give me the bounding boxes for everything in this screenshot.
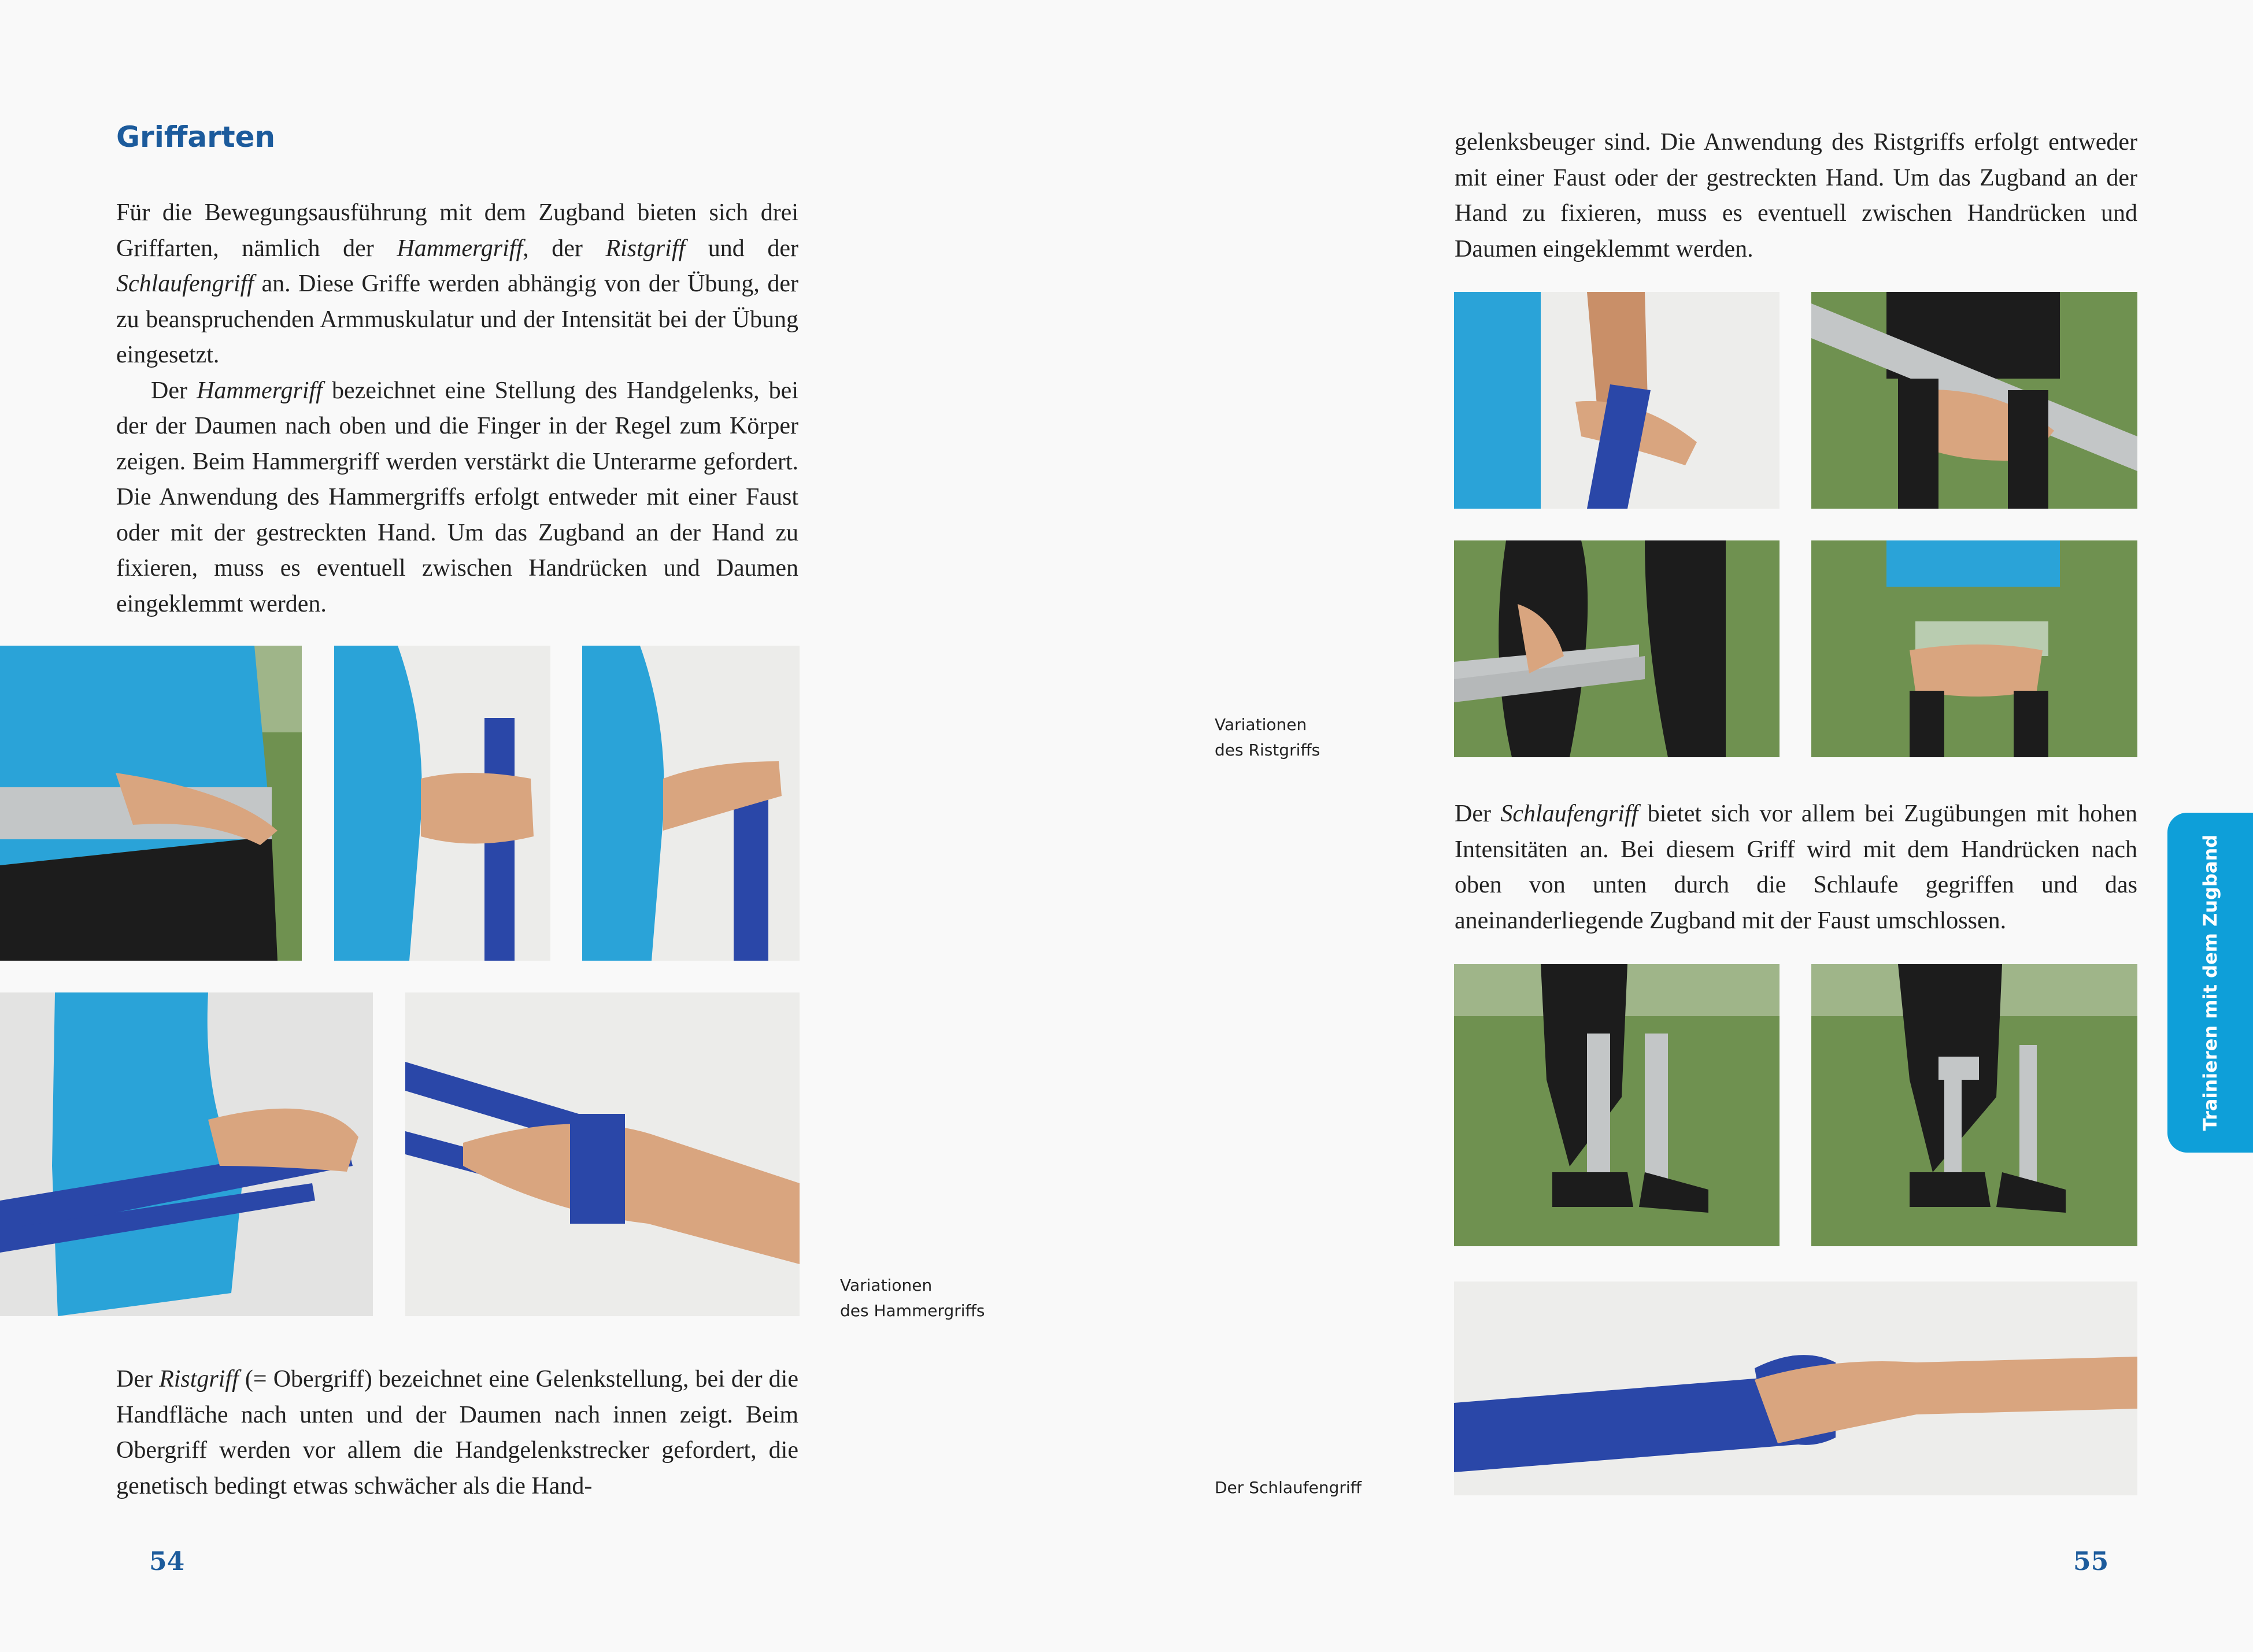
ristgriff-text — [116, 1362, 798, 1504]
caption-ristgriff: Variationen des Ristgriffs — [1215, 715, 1320, 760]
caption-hammergriff: Variationen des Hammergriffs — [840, 1276, 985, 1320]
ristgriff-paragraph: Der Ristgriff (= Obergriff) bezeichnet eine Gelenkstellung, bei der die Handfläche nach unten und der Daumen nach innen zeigt. Beim Obergriff werden vor allem die Handgelenkstrecker gefordert, die genetisch bedingt etwas schwächer als die Hand- — [116, 1366, 798, 1499]
photo-hammer-1 — [0, 646, 302, 961]
photo-schlaufe-2 — [1811, 964, 2137, 1246]
schlaufengriff-paragraph: Der Schlaufengriff bietet sich vor allem bei Zugübungen mit hohen Intensitäten an. Bei diesem Griff wird mit dem Handrücken nach oben von unten durch die Schlaufe gegriffen und das aneinanderliegende Zugband mit der Faust umschlossen. — [1455, 801, 2137, 934]
photo-schlaufe-3 — [1454, 1281, 2137, 1495]
caption-schlaufengriff: Der Schlaufengriff — [1215, 1478, 1362, 1497]
photo-rist-4 — [1811, 540, 2137, 757]
photo-rist-2 — [1811, 292, 2137, 509]
photo-schlaufe-1 — [1454, 964, 1780, 1246]
photo-hammer-3 — [582, 646, 800, 961]
intro-paragraph-2: Der Hammergriff bezeichnet eine Stellung des Handgelenks, bei der der Daumen nach oben und die Finger in der Regel zum Körper zeigen. Beim Hammergriff werden verstärkt die Unterarme gefordert. Die Anwendung des Hammergriffs erfolgt entweder mit einer Faust oder mit der gestreckten Hand. Um das Zugband an der Hand zu fixieren, muss es eventuell zwischen Handrücken und Daumen eingeklemmt werden. — [116, 377, 798, 617]
intro-text — [116, 195, 798, 622]
right-page — [1126, 0, 2253, 1652]
intro-paragraph-1: Für die Bewegungsausführung mit dem Zugband bieten sich drei Griffarten, nämlich der Hammergriff, der Ristgriff und der Schlaufengriff an. Diese Griffe werden abhängig von der Übung, der zu beanspruchenden Armmuskulatur und der Intensität bei der Übung eingesetzt. — [116, 199, 798, 368]
section-heading: Griffarten — [116, 120, 276, 154]
chapter-side-tab-label: Trainieren mit dem Zugband — [2199, 834, 2221, 1131]
photo-hammer-4 — [0, 992, 373, 1316]
schlaufengriff-text — [1455, 797, 2137, 939]
chapter-side-tab — [2167, 813, 2253, 1153]
continuation-text — [1455, 125, 2137, 267]
photo-rist-1 — [1454, 292, 1780, 509]
left-page — [0, 0, 1126, 1652]
page-number-right: 55 — [2073, 1547, 2109, 1576]
continuation-paragraph: gelenksbeuger sind. Die Anwendung des Ristgriffs erfolgt entweder mit einer Faust oder der gestreckten Hand. Um das Zugband an der Hand zu fixieren, muss es eventuell zwischen Handrücken und Daumen eingeklemmt werden. — [1455, 129, 2137, 262]
page-number-left: 54 — [149, 1547, 185, 1576]
photo-hammer-2 — [334, 646, 550, 961]
photo-hammer-5 — [405, 992, 800, 1316]
photo-rist-3 — [1454, 540, 1780, 757]
